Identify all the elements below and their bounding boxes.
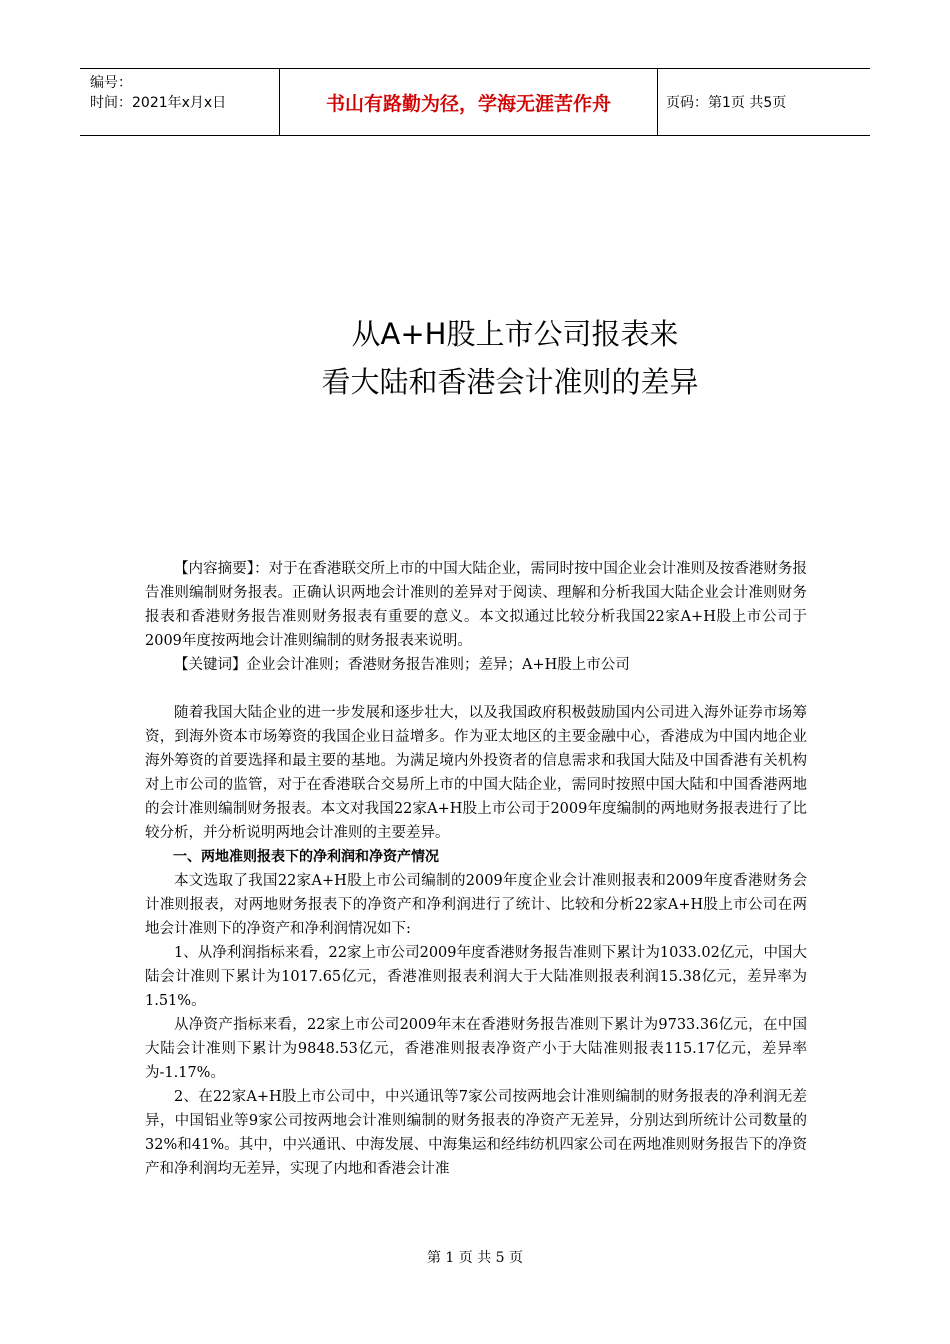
motto: 书山有路勤为径，学海无涯苦作舟 bbox=[280, 69, 658, 135]
keywords: 【关键词】企业会计准则；香港财务报告准则；差异；A+H股上市公司 bbox=[174, 657, 630, 673]
document-title-line1: 从A+H股上市公司报表来 bbox=[351, 317, 679, 351]
abstract: 【内容摘要】：对于在香港联交所上市的中国大陆企业，需同时按中国企业会计准则及按香港财务报告准则编制财务报表。正确认识两地会计准则的差异对于阅读、理解和分析我国大陆企业会计准则财务报表和香港财务报告准则财务报表有重要的意义。本文拟通过比较分析我国22家A+H股上市公司于2009年度按两地会计准则编制的财务报表来说明。 bbox=[145, 561, 807, 649]
section-heading: 一、两地准则报表下的净利润和净资产情况 bbox=[173, 849, 439, 865]
page-info: 页码：第1页 共5页 bbox=[666, 95, 787, 111]
time-label: 时间：2021年x月x日 bbox=[90, 95, 227, 111]
paragraph: 2、在22家A+H股上市公司中，中兴通讯等7家公司按两地会计准则编制的财务报表的净利润无差异，中国铝业等9家公司按两地会计准则编制的财务报表的净资产无差异，分别达到所统计公司数量的32%和41%。其中，中兴通讯、中海发展、中海集运和经纬纺机四家公司在两地准则财务报告下的净资产和净利润均无差异，实现了内地和香港会计准 bbox=[145, 1089, 807, 1177]
page-footer: 第 1 页 共 5 页 bbox=[426, 1250, 524, 1266]
document-title-line2: 看大陆和香港会计准则的差异 bbox=[321, 365, 699, 399]
paragraph: 本文选取了我国22家A+H股上市公司编制的2009年度企业会计准则报表和2009年度香港财务会计准则报表，对两地财务报表下的净资产和净利润进行了统计、比较和分析22家A+H股上市公司在两地会计准则下的净资产和净利润情况如下: bbox=[145, 873, 807, 937]
header-left-cell bbox=[80, 69, 280, 135]
serial-label: 编号： bbox=[90, 75, 132, 91]
paragraph: 从净资产指标来看，22家上市公司2009年末在香港财务报告准则下累计为9733.36亿元，在中国大陆会计准则下累计为9848.53亿元，香港准则报表净资产小于大陆准则报表115.17亿元，差异率为-1.17%。 bbox=[145, 1017, 807, 1081]
paragraph: 随着我国大陆企业的进一步发展和逐步壮大，以及我国政府积极鼓励国内公司进入海外证券市场筹资，到海外资本市场筹资的我国企业日益增多。作为亚太地区的主要金融中心，香港成为中国内地企业海外筹资的首要选择和最主要的基地。为满足境内外投资者的信息需求和我国大陆及中国香港有关机构对上市公司的监管，对于在香港联合交易所上市的中国大陆企业，需同时按照中国大陆和中国香港两地的会计准则编制财务报表。本文对我国22家A+H股上市公司于2009年度编制的两地财务报表进行了比较分析，并分析说明两地会计准则的主要差异。 bbox=[145, 705, 807, 841]
paragraph: 1、从净利润指标来看，22家上市公司2009年度香港财务报告准则下累计为1033.02亿元，中国大陆会计准则下累计为1017.65亿元，香港准则报表利润大于大陆准则报表利润15.38亿元，差异率为1.51%。 bbox=[145, 945, 807, 1009]
document-body bbox=[145, 557, 807, 1181]
header-table bbox=[80, 68, 870, 136]
